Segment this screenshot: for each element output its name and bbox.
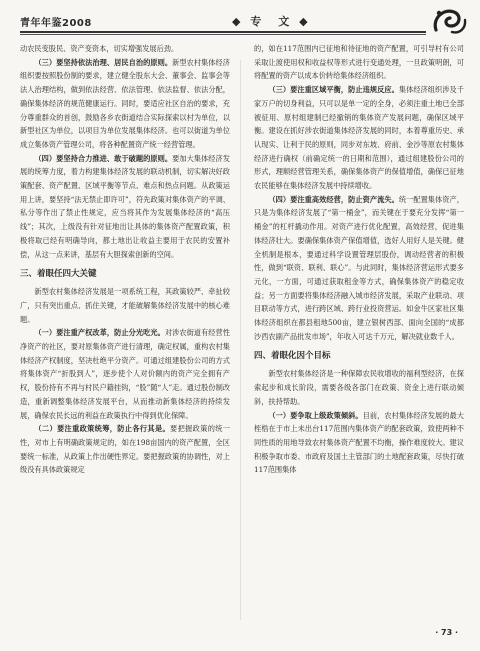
paragraph (254, 193, 464, 344)
paragraph-heading: （三）要坚持依法治理、居民自治的原则。 (34, 57, 173, 67)
paragraph-body: 统一配置集体资产，只是为集体经济发展了“第一桶金”，而关键在于要充分发挥“第一桶金”的杠杆撬动作用。对资产进行优化配置，高效经营，促进集体经济壮大。要确保集体资产保值增值，选好人用好人是关键。健全机制是根本，要通过科学设置管理层股份，调动经营者的积极性，做到“联资、联利、联心”。与此同时，集体经济营运形式要多元化，一方面，可通过获取租金等方式，确保集体资产的稳定收益；另一方面要将集体经济融入城市经济发展，采取产业联动、项目联动等方式，进行跨区域、跨行业投资营运。如金牛区家社区集体经济组织在都县租地500亩，建立银树西部、面向全国的“成都沙西农副产品批发市场”，年收入可达千万元，解决就业数千人。 (254, 194, 464, 341)
section-heading: 四、着眼化因个目标 (254, 351, 331, 362)
paragraph: 新型农村集体经济是一种保障农民收增收的福利型经济，在探索起步和成长阶段，需要各级各部门在政策、资金上进行联动倾斜，扶持帮助。 (254, 369, 464, 406)
paragraph-heading: （四）要注重高效经营，防止资产流失。 (268, 194, 399, 204)
header-rule-thin (20, 34, 426, 35)
paragraph-heading: （四）要坚持合力推进、敢于破题的原则。 (34, 153, 173, 163)
paragraph-body: 要把握政策的统一性，对市上有明确政策规定的，如在198亩国内的资产配置，全区要统一标准，从政策上作出硬性界定。要把握政策的协调性，对上级没有具体政策规定 (20, 424, 230, 475)
journal-logo-icon (430, 4, 468, 38)
paragraph-body: 目前，农村集体经济发展的最大桎梏在于市上未出台117范围内集体资产的配套政策，致使两种不同性质的用地导致农村集体资产配置不均衡，操作难度较大。建议积极争取市委、市政府及国土主管部门的土地配套政策，尽快打破117范围集体 (254, 410, 464, 475)
journal-title: 青年年鉴2008 (20, 18, 92, 29)
paragraph: 新型农村集体经济发展是一项系统工程，其政策较严、牵扯较广，只有突出重点、抓住关键，才能破解集体经济发展中的核心难题。 (20, 287, 230, 324)
page-header (0, 0, 480, 42)
paragraph (20, 152, 230, 262)
paragraph-body: 要加大集体经济发展的统筹力度，着力构建集体经济发展的联动机制，切实解决好政策配套、资产配置、区域平衡等节点、难点和热点问题。从政策运用上讲，要坚持“法无禁止即许可”，符先政策对集体资产的平调、私分等作出了禁止性规定，应当将其作为发展集体经济的“高压线”；其次，上级没有针对征地出让具体的集体资产配置政策，积极将取已经有明确导向，都土地出让收益主要用于农民的安置补偿，从这一点来讲，基层有大胆探索创新的空间。 (20, 153, 230, 259)
column-divider (240, 60, 241, 620)
section-heading: 三、着眼任四大关键 (20, 269, 97, 280)
paragraph-heading: （一）要争取上级政策倾斜。 (268, 410, 363, 420)
paragraph (20, 422, 230, 477)
paragraph-body: 对涉农街道有经营性净资产的社区，要对原集体资产进行清理，确定权属，重构农村集体经济产权制度，坚决杜绝平分资产。可通过组建股份公司的方式将集体资产“折股到人”，逐步使个人对价额内的资产完全拥有产权，股份持有不再与村民户籍挂钩，“股”随“人”走。通过股份制改造，重新调整集体经济发展平台，从而推动新集体经济的持续发展，确保农民长远的利益在政策执行中得到优化保障。 (20, 328, 230, 420)
paragraph (20, 326, 230, 422)
paragraph-body: 集体经济组织涉及千家万户的切身利益，只可以是单一定的全身，必须注重土地已全部被征用、原村组建制已经撤销的集体资产发展问题，确保区域平衡。建设在抓好涉农街道集体经济发展的同时，本着尊重历史、承认现实、让利于民的原则，同步对东坡、府前、金沙等原农村集体经济进行确权（前确定统一的日期和范围），通过组建股份公司的形式，理顺经营管理关系，确保集体资产的保值增值，确保已征地农民能够在集体经济发展中持续增收。 (254, 85, 464, 191)
paragraph (254, 83, 464, 193)
page-number: · 73 · (435, 628, 458, 637)
paragraph: 动农民变股民、资产变资本，切实增强发展后劲。 (20, 44, 179, 53)
paragraph-heading: （二）要注重政策统筹，防止各行其是。 (34, 424, 171, 434)
paragraph-body: 新型农村集体经济组织要按照股份制的要求，建立健全股东大会、董事会、监事会等法人治理结构，做到依法经营、依法管理、依法监督、依法分配，确保集体经济的规范健康运行。同时，要适应社区自治的要求，充分尊重群众的首创，鼓励各乡农街道结合实际探索以村为单位，以新型社区为单位，以项目为单位发展集体经济。也可以街道为单位成立集体资产管理公司，将各种配置资产统一经营管理。 (20, 57, 230, 149)
paragraph: 的，如在117范围内已征地和待征地的资产配置，可引导村有公司采取让渡使用权和收益权等形式进行变通处理，一旦政策明朗，可将配置的资产以成本价转给集体经济组织。 (254, 44, 464, 81)
left-column (20, 42, 230, 477)
paragraph-heading: （三）要注重区域平衡，防止违规反应。 (268, 85, 399, 95)
paragraph (254, 409, 464, 478)
paragraph (20, 56, 230, 152)
header-rule (20, 31, 426, 33)
section-title: ◆ 专 文 ◆ (232, 15, 311, 28)
paragraph-heading: （一）要注重产权改革，防止分光吃光。 (34, 328, 165, 338)
right-column (254, 42, 464, 477)
